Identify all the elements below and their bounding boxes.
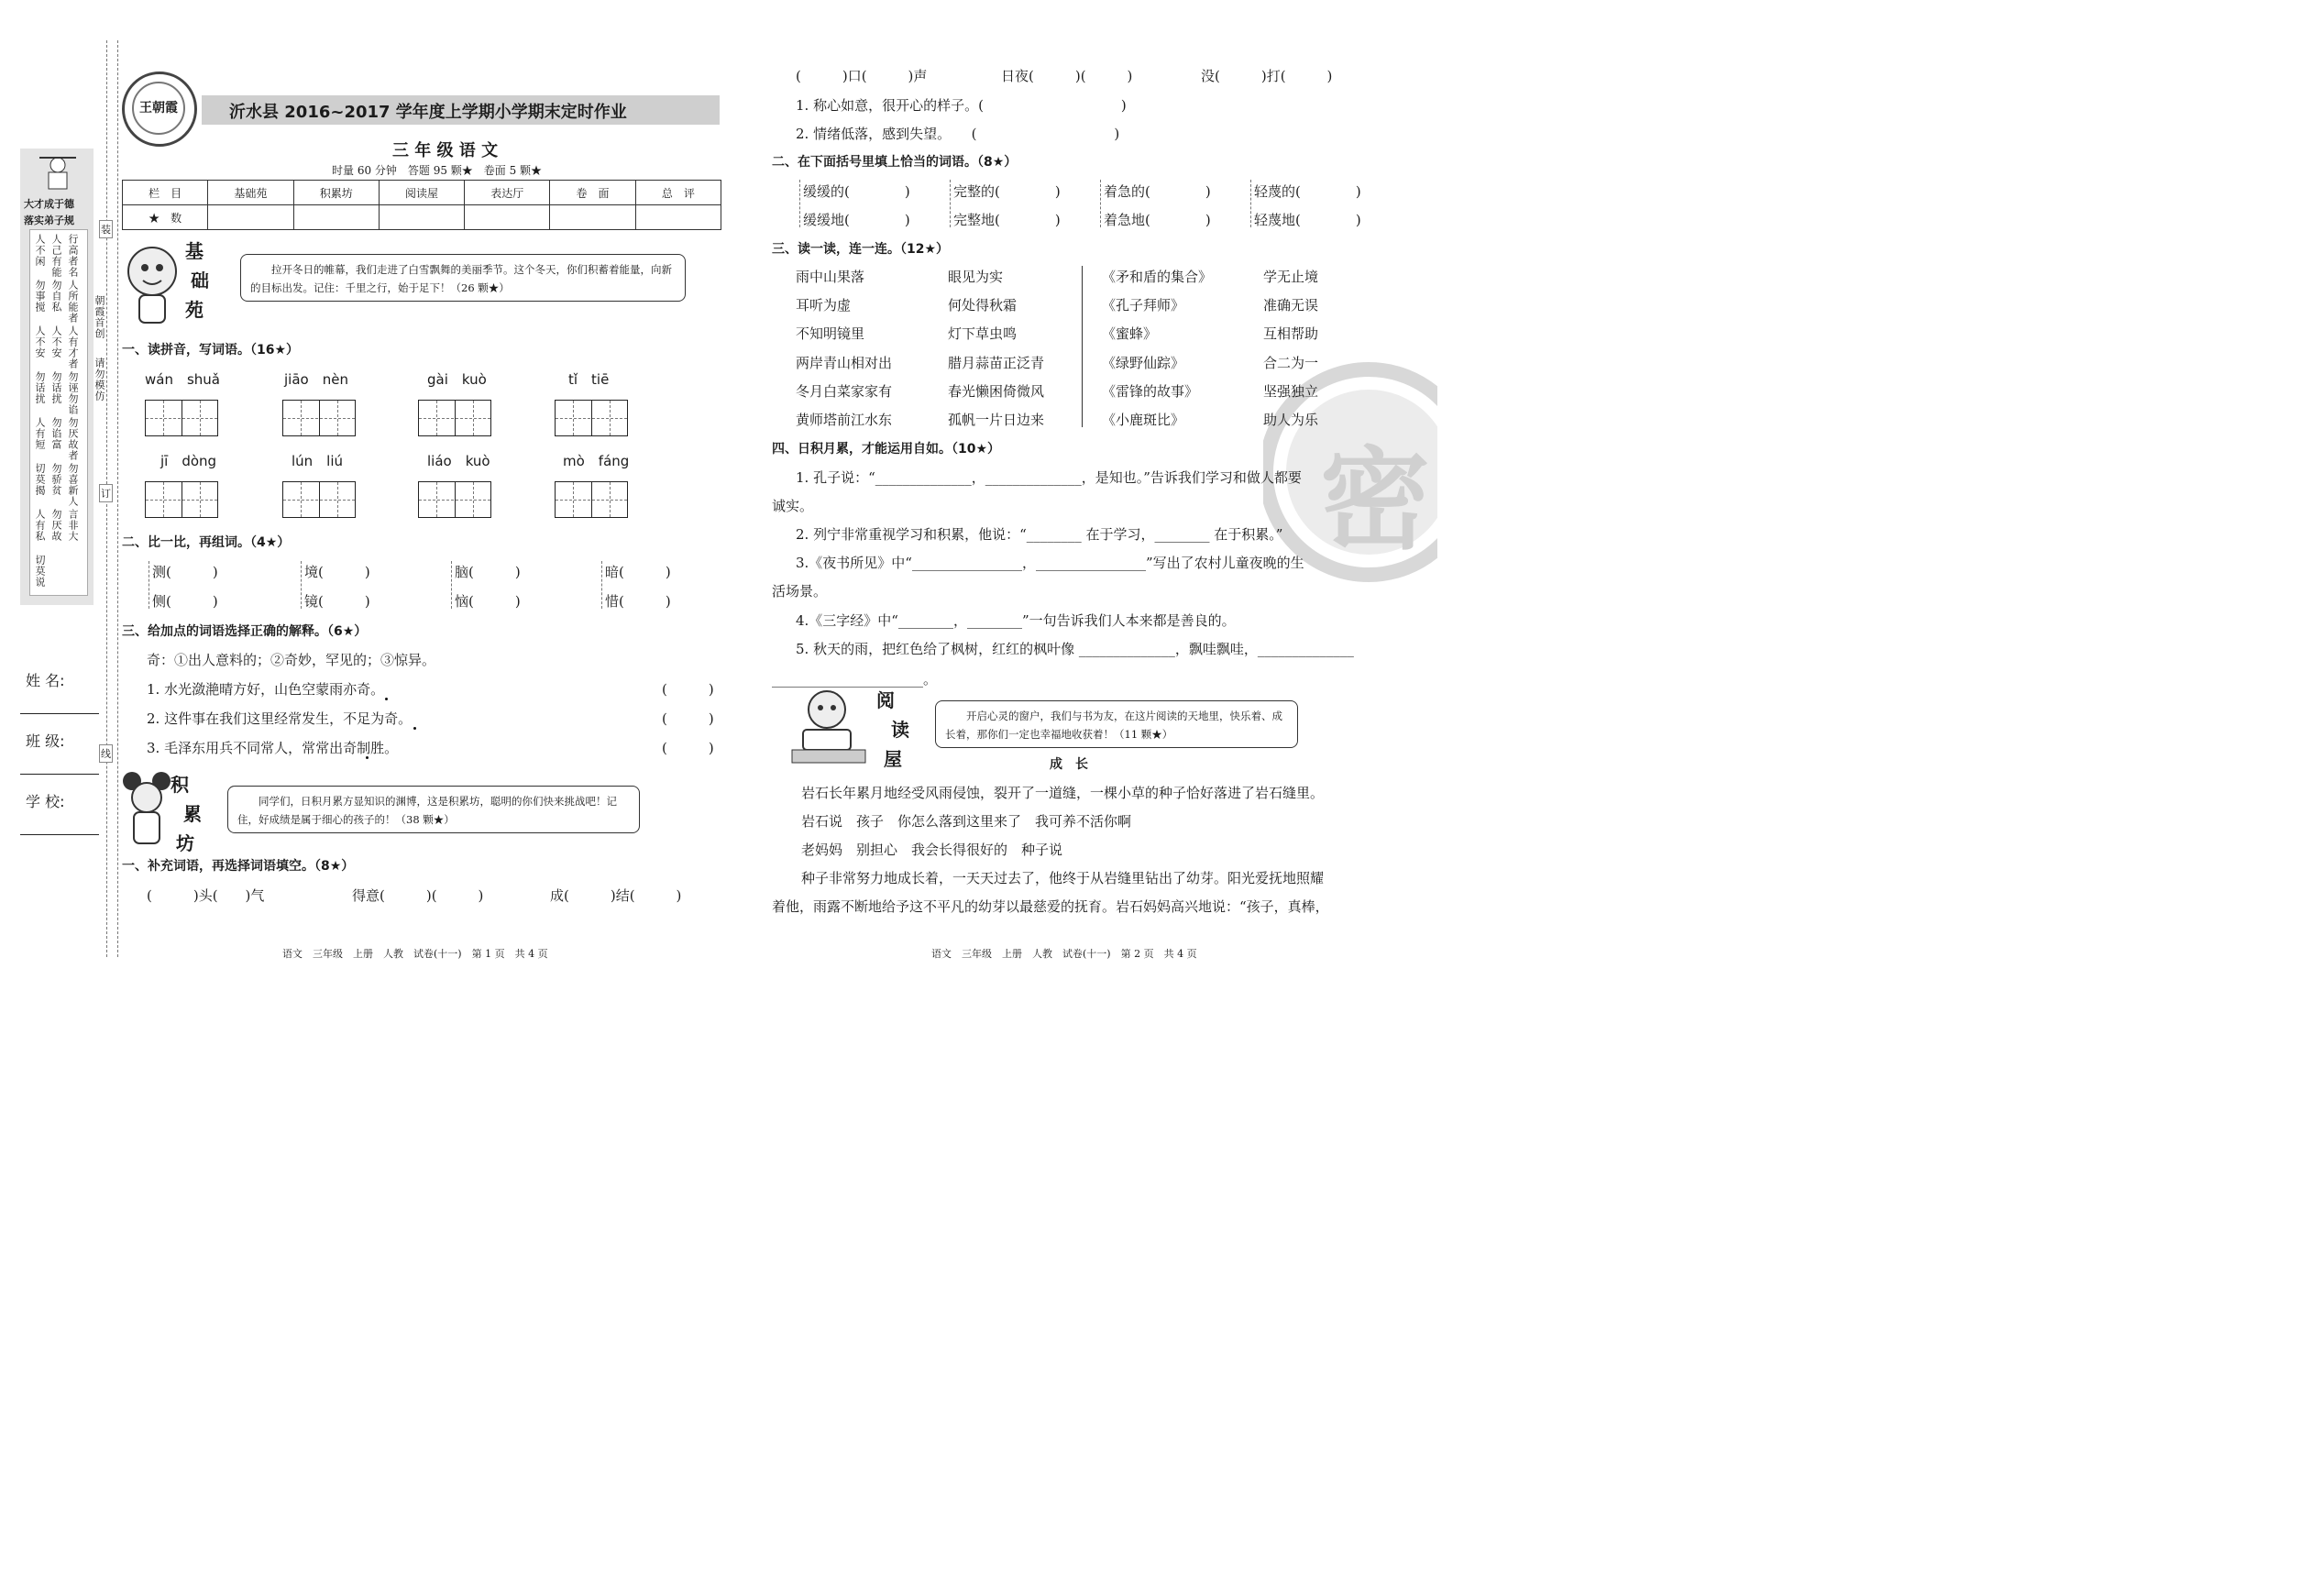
score-header-total: 总 评 xyxy=(635,181,721,205)
sheep-mascot-icon xyxy=(121,240,185,328)
q7-line-5b[interactable]: ______________________。 xyxy=(772,671,938,688)
q3-item-3: 3. 毛泽东用兵不同常人，常常出奇制胜。 xyxy=(147,740,399,756)
score-header-basic: 基础苑 xyxy=(208,181,293,205)
binding-line-inner xyxy=(117,40,118,957)
match-c-4[interactable]: 《绿野仙踪》 xyxy=(1102,355,1185,371)
q7-line-3b: 活场景。 xyxy=(772,583,828,600)
match-c-6[interactable]: 《小鹿斑比》 xyxy=(1102,412,1185,428)
pinyin-6: lún liú xyxy=(292,453,344,469)
score-cell[interactable] xyxy=(550,205,635,230)
rule-column-11: 勿话扰 xyxy=(50,371,62,404)
left-footer: 语文 三年级 上册 人教 试卷(十一) 第 1 页 共 4 页 xyxy=(282,948,548,960)
basic-callout: 拉开冬日的帷幕，我们走进了白雪飘舞的美丽季节。这个冬天，你们积蓄着能量，向新的目标出发。记住：千里之行，始于足下！（26 颗★） xyxy=(240,254,686,302)
q3-answer-2[interactable]: ( ) xyxy=(662,710,714,727)
rule-column-7: 人不安 xyxy=(34,325,46,358)
accum-char-1: 积 xyxy=(171,774,189,796)
fill-word-2[interactable]: 完整的( ) xyxy=(953,183,1061,200)
read-char-3: 屋 xyxy=(884,748,902,770)
subject-title: 三 年 级 语 文 xyxy=(392,141,499,160)
pinyin-4: tǐ tiē xyxy=(568,371,610,388)
accum-callout: 同学们，日积月累方显知识的渊博，这是积累坊，聪明的你们快来挑战吧！记住，好成绩是属于细心的孩子的！（38 颗★） xyxy=(227,786,640,833)
score-header-neatness: 卷 面 xyxy=(550,181,635,205)
rule-column-18: 勿喜新人 xyxy=(67,463,79,507)
pinyin-1: wán shuǎ xyxy=(145,371,220,388)
score-header-read: 阅读屋 xyxy=(379,181,464,205)
motto-bottom: 落实弟子规 xyxy=(24,215,74,226)
pinyin-2: jiāo nèn xyxy=(284,371,348,388)
right-footer: 语文 三年级 上册 人教 试卷(十一) 第 2 页 共 4 页 xyxy=(931,948,1197,960)
q3-item-1: 1. 水光潋滟晴方好，山色空蒙雨亦奇。 xyxy=(147,681,385,698)
pinyin-3: gài kuò xyxy=(427,371,487,388)
match-b-1[interactable]: 眼见为实 xyxy=(948,269,1004,285)
match-d-3[interactable]: 互相帮助 xyxy=(1263,325,1319,342)
compare-5[interactable]: 侧( ) xyxy=(152,593,218,610)
pinyin-5: jī dòng xyxy=(160,453,217,469)
match-d-6[interactable]: 助人为乐 xyxy=(1263,412,1319,428)
divider xyxy=(601,561,602,609)
score-table xyxy=(122,180,721,230)
rule-column-16: 切莫揭 xyxy=(34,463,46,496)
reading-title: 成 长 xyxy=(1050,757,1088,772)
exam-header-title: 沂水县 2016~2017 学年度上学期小学期末定时作业 xyxy=(229,103,627,122)
score-cell[interactable] xyxy=(293,205,379,230)
rule-column-20: 勿厌故 xyxy=(50,509,62,542)
school-label: 学 校: xyxy=(26,793,65,810)
match-c-2[interactable]: 《孔子拜师》 xyxy=(1102,297,1185,314)
match-b-2[interactable]: 何处得秋霜 xyxy=(948,297,1018,314)
fill-word-1[interactable]: 缓缓的( ) xyxy=(803,183,910,200)
reading-p1: 岩石长年累月地经受风雨侵蚀，裂开了一道缝，一棵小草的种子恰好落进了岩石缝里。 xyxy=(801,785,1325,801)
match-a-3[interactable]: 不知明镜里 xyxy=(796,325,865,342)
name-field[interactable] xyxy=(20,713,99,714)
q4-item-1[interactable]: ( )头( )气 xyxy=(147,887,265,904)
writing-grid[interactable] xyxy=(282,481,356,518)
class-label: 班 级: xyxy=(26,732,65,750)
q4-item-2[interactable]: 得意( )( ) xyxy=(352,887,484,904)
side-note-original: 朝霞首创 xyxy=(94,295,105,339)
writing-grid[interactable] xyxy=(145,400,218,436)
q7-line-1[interactable]: 1. 孔子说：“______________，______________，是知也。”告诉我们学习和做人都要 xyxy=(796,469,1302,486)
q3-options: 奇：①出人意料的；②奇妙，罕见的；③惊异。 xyxy=(147,652,436,668)
rule-column-14: 勿谄富 xyxy=(50,417,62,450)
q4-item-3[interactable]: 成( )结( ) xyxy=(550,887,682,904)
q7-line-3[interactable]: 3.《夜书所见》中“________________，________________”写出了农村儿童夜晚的生 xyxy=(796,555,1304,571)
mouse-mascot-icon xyxy=(121,770,172,849)
emphasis-dot xyxy=(385,698,388,700)
q6-title: 三、读一读，连一连。（12★） xyxy=(772,242,950,257)
q1-title: 一、读拼音，写词语。（16★） xyxy=(122,343,300,358)
match-a-1[interactable]: 雨中山果落 xyxy=(796,269,865,285)
basic-char-1: 基 xyxy=(185,240,204,262)
reading-p5: 着他，雨露不断地给予这不平凡的幼芽以最慈爱的抚育。岩石妈妈高兴地说：“孩子，真棒， xyxy=(772,898,1329,915)
basic-char-3: 苑 xyxy=(185,299,204,321)
rule-column-9: 人有才者 xyxy=(67,325,79,369)
divider xyxy=(799,180,800,227)
fill-word-7[interactable]: 着急地( ) xyxy=(1104,212,1211,228)
top-item-1[interactable]: ( )口( )声 xyxy=(796,68,928,84)
rule-column-8: 人不安 xyxy=(50,325,62,358)
match-a-5[interactable]: 冬月白菜家家有 xyxy=(796,383,893,400)
writing-grid[interactable] xyxy=(282,400,356,436)
compare-3[interactable]: 脑( ) xyxy=(455,564,521,580)
score-cell[interactable] xyxy=(379,205,464,230)
reading-boy-icon xyxy=(790,684,869,766)
read-callout: 开启心灵的窗户，我们与书为友，在这片阅读的天地里，快乐着、成长着，那你们一定也幸福地收获着！（11 颗★） xyxy=(935,700,1298,748)
pinyin-8: mò fáng xyxy=(563,453,630,469)
writing-grid[interactable] xyxy=(145,481,218,518)
rule-column-12: 勿诬勿谄 xyxy=(67,371,79,415)
rule-column-6: 人所能者 xyxy=(67,280,79,324)
scholar-icon xyxy=(35,154,81,191)
side-note-no-copy: 请勿模仿 xyxy=(94,358,105,402)
rule-column-2: 人己有能 xyxy=(50,234,62,278)
top-item-2[interactable]: 日夜( )( ) xyxy=(1001,68,1133,84)
score-header-express: 表达厅 xyxy=(465,181,550,205)
rule-column-17: 勿骄贫 xyxy=(50,463,62,496)
match-c-3[interactable]: 《蜜蜂》 xyxy=(1102,325,1158,342)
fill-word-5[interactable]: 缓缓地( ) xyxy=(803,212,910,228)
binding-mark-3: 线 xyxy=(99,744,113,763)
emphasis-dot xyxy=(413,727,416,730)
q3-answer-1[interactable]: ( ) xyxy=(662,681,714,698)
match-c-5[interactable]: 《雷锋的故事》 xyxy=(1102,383,1199,400)
binding-mark-1: 装 xyxy=(99,220,113,238)
rule-column-13: 人有短 xyxy=(34,417,46,450)
rule-column-19: 人有私 xyxy=(34,509,46,542)
publisher-logo xyxy=(122,72,197,147)
q3-answer-3[interactable]: ( ) xyxy=(662,740,714,756)
divider xyxy=(1100,180,1101,227)
score-header-accum: 积累坊 xyxy=(293,181,379,205)
rule-column-5: 勿自私 xyxy=(50,280,62,313)
match-d-2[interactable]: 准确无误 xyxy=(1263,297,1319,314)
rule-column-21: 言非大 xyxy=(67,509,79,542)
writing-grid[interactable] xyxy=(555,481,628,518)
rule-column-22: 切莫说 xyxy=(34,555,46,588)
accum-char-2: 累 xyxy=(183,803,202,825)
fill-word-8[interactable]: 轻蔑地( ) xyxy=(1254,212,1361,228)
match-a-2[interactable]: 耳听为虚 xyxy=(796,297,852,314)
divider xyxy=(301,561,302,609)
divider xyxy=(1250,180,1251,227)
writing-grid[interactable] xyxy=(418,400,491,436)
match-a-4[interactable]: 两岸青山相对出 xyxy=(796,355,893,371)
fill-word-3[interactable]: 着急的( ) xyxy=(1104,183,1211,200)
q3-item-2: 2. 这件事在我们这里经常发生，不足为奇。 xyxy=(147,710,413,727)
stamp-text: 密 xyxy=(1320,437,1430,565)
rule-column-10: 勿话扰 xyxy=(34,371,46,404)
match-d-4[interactable]: 合二为一 xyxy=(1263,355,1319,371)
q5-title: 二、在下面括号里填上恰当的词语。（8★） xyxy=(772,155,1018,170)
reading-p2: 岩石说 孩子 你怎么落到这里来了 我可养不活你啊 xyxy=(801,813,1132,830)
compare-8[interactable]: 惜( ) xyxy=(605,593,671,610)
rule-column-4: 勿事搅 xyxy=(34,280,46,313)
score-cell[interactable] xyxy=(465,205,550,230)
accum-char-3: 坊 xyxy=(176,832,194,854)
q7-line-4[interactable]: 4.《三字经》中“________，________”一句告诉我们人本来都是善良的。 xyxy=(796,612,1236,629)
school-field[interactable] xyxy=(20,834,99,835)
q4-title: 一、补充词语，再选择词语填空。（8★） xyxy=(122,859,355,874)
read-char-1: 阅 xyxy=(876,689,895,711)
match-d-5[interactable]: 坚强独立 xyxy=(1263,383,1319,400)
q7-line-1b: 诚实。 xyxy=(772,498,814,514)
top-sub-2[interactable]: 2. 情绪低落，感到失望。 ( ) xyxy=(796,126,1120,142)
score-row-label: ★ 数 xyxy=(123,205,208,230)
match-d-1[interactable]: 学无止境 xyxy=(1263,269,1319,285)
q3-title: 三、给加点的词语选择正确的解释。（6★） xyxy=(122,624,368,639)
match-a-6[interactable]: 黄师塔前江水东 xyxy=(796,412,893,428)
q2-title: 二、比一比，再组词。（4★） xyxy=(122,535,291,550)
match-divider xyxy=(1082,266,1083,427)
match-b-5[interactable]: 春光懒困倚微风 xyxy=(948,383,1045,400)
reading-p3: 老妈妈 别担心 我会长得很好的 种子说 xyxy=(801,842,1063,858)
divider xyxy=(451,561,452,609)
match-b-4[interactable]: 腊月蒜苗正泛青 xyxy=(948,355,1045,371)
top-item-3[interactable]: 没( )打( ) xyxy=(1201,68,1333,84)
match-b-3[interactable]: 灯下草虫鸣 xyxy=(948,325,1018,342)
score-cell[interactable] xyxy=(635,205,721,230)
compare-7[interactable]: 恼( ) xyxy=(455,593,521,610)
match-c-1[interactable]: 《矛和盾的集合》 xyxy=(1102,269,1213,285)
class-field[interactable] xyxy=(20,774,99,775)
rule-column-15: 勿厌故者 xyxy=(67,417,79,461)
compare-1[interactable]: 测( ) xyxy=(152,564,218,580)
q7-line-5[interactable]: 5. 秋天的雨，把红色给了枫树，红红的枫叶像 ______________，飘哇飘哇，______________ xyxy=(796,641,1354,657)
compare-6[interactable]: 镜( ) xyxy=(304,593,370,610)
reading-p4: 种子非常努力地成长着，一天天过去了，他终于从岩缝里钻出了幼芽。阳光爱抚地照耀 xyxy=(801,870,1325,886)
compare-4[interactable]: 暗( ) xyxy=(605,564,671,580)
top-sub-1[interactable]: 1. 称心如意，很开心的样子。( ) xyxy=(796,97,1127,114)
name-label: 姓 名: xyxy=(26,672,65,689)
read-char-2: 读 xyxy=(891,719,909,741)
q7-line-2[interactable]: 2. 列宁非常重视学习和积累，他说：“________ 在于学习，________ 在于积累。” xyxy=(796,526,1283,543)
fill-word-4[interactable]: 轻蔑的( ) xyxy=(1254,183,1361,200)
score-header-col: 栏 目 xyxy=(123,181,208,205)
writing-grid[interactable] xyxy=(555,400,628,436)
binding-mark-2: 订 xyxy=(99,484,113,502)
pinyin-7: liáo kuò xyxy=(427,453,490,469)
match-b-6[interactable]: 孤帆一片日边来 xyxy=(948,412,1045,428)
fill-word-6[interactable]: 完整地( ) xyxy=(953,212,1061,228)
basic-char-2: 础 xyxy=(191,270,209,292)
exam-info: 时量 60 分钟 答题 95 颗★ 卷面 5 颗★ xyxy=(332,164,543,177)
motto-top: 大才成于德 xyxy=(24,198,74,210)
compare-2[interactable]: 境( ) xyxy=(304,564,370,580)
writing-grid[interactable] xyxy=(418,481,491,518)
divider xyxy=(950,180,951,227)
strip-rules-box xyxy=(29,229,88,596)
emphasis-dot xyxy=(366,756,369,759)
logo-text: 王朝霞 xyxy=(132,82,185,135)
rule-column-3: 行高者名 xyxy=(67,234,79,278)
score-cell[interactable] xyxy=(208,205,293,230)
q7-title: 四、日积月累，才能运用自如。（10★） xyxy=(772,442,1001,457)
rule-column-1: 人不闲 xyxy=(34,234,46,267)
